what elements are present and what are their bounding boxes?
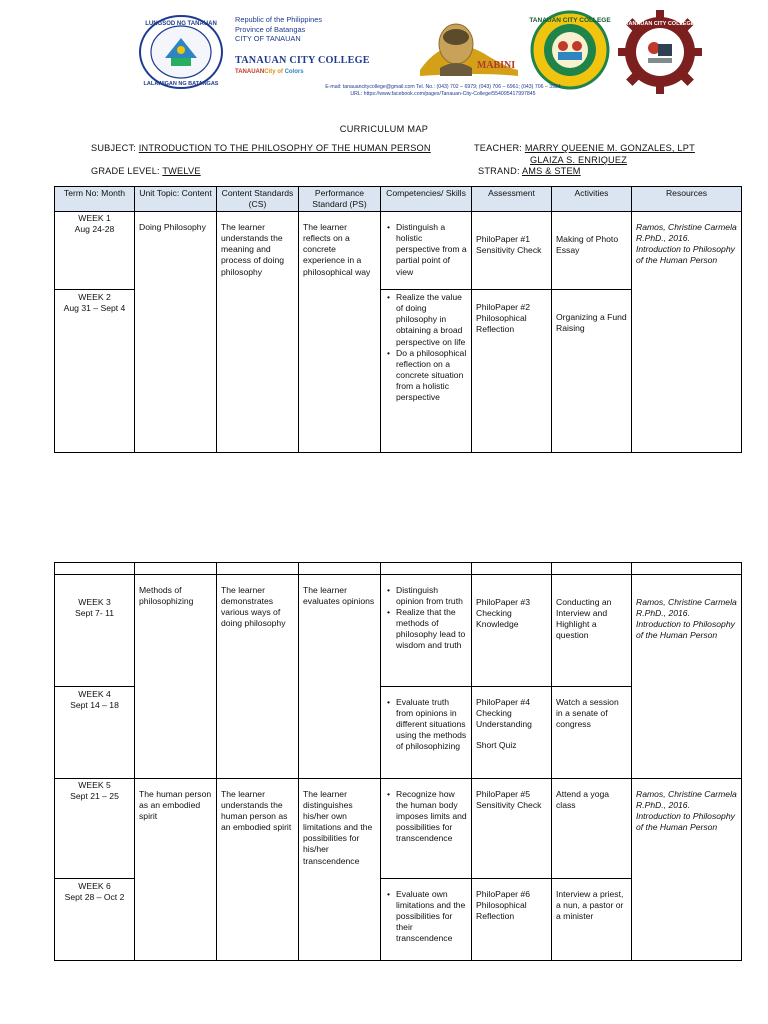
header-assessment: Assessment [472,187,552,212]
competency-item: • Distinguish opinion from truth [396,585,467,607]
tcc-college-logo [526,10,614,90]
competencies-cell [381,575,472,687]
competencies-cell [381,879,472,961]
subject-line [91,143,431,153]
subject-value: INTRODUCTION TO THE PHILOSOPHY OF THE HUMAN PERSON [138,143,431,153]
grade-line [91,166,201,176]
assessment-text: PhiloPaper #4 Checking Understanding [476,697,532,730]
svg-text:LUNGSOD NG TANAUAN: LUNGSOD NG TANAUAN [145,21,217,27]
document-title: CURRICULUM MAP [339,124,429,134]
week-dates: Sept 14 – 18 [70,700,119,711]
mabini-logo-text: MABINI [476,60,516,71]
blank-cell [381,563,472,575]
resources-cell: Ramos, Christine Carmela R.PhD., 2016. Introduction to Philosophy of the Human Person [632,212,742,453]
competency-item: • Evaluate truth from opinions in different situations using the methods of philosophizing [396,697,467,752]
blank-cell [55,563,135,575]
assessment-cell [472,687,552,779]
table-header-row [55,187,742,212]
curriculum-table-1 [54,186,742,453]
assessment-cell: PhiloPaper #2 Philosophical Reflection [472,290,552,453]
college-tagline [235,69,304,75]
grade-value: TWELVE [162,166,201,176]
header-content-standards: Content Standards (CS) [217,187,299,212]
header-activities: Activities [552,187,632,212]
assessment-cell: PhiloPaper #5 Sensitivity Check [472,779,552,879]
header-unit: Unit Topic: Content [135,187,217,212]
curriculum-table-2 [54,562,742,961]
teacher-name-2: GLAIZA S. ENRIQUEZ [530,155,628,165]
week-label: WEEK 3 [78,597,111,607]
term-cell [55,779,135,879]
shs-logo-text: TANAUAN CITY COLLEGE [625,21,695,27]
header-address [235,15,322,44]
assessment-cell: PhiloPaper #6 Philosophical Reflection [472,879,552,961]
performance-standard-cell: The learner reflects on a concrete experience in a philosophical way [299,212,381,453]
competencies-cell [381,212,472,290]
blank-cell [552,563,632,575]
competency-item: • Evaluate own limitations and the possibilities for their transcendence [396,889,467,944]
competency-item: • Recognize how the human body imposes limits and possibilities for transcendence [396,789,467,844]
city-seal-logo [138,14,224,90]
svg-text:LALAWIGAN NG BATANGAS: LALAWIGAN NG BATANGAS [143,81,219,87]
header-competencies: Competencies/ Skills [381,187,472,212]
header-performance-standard: Performance Standard (PS) [299,187,381,212]
performance-standard-cell: The learner evaluates opinions [299,575,381,779]
unit-topic-cell: Doing Philosophy [135,212,217,453]
blank-cell [632,563,742,575]
teacher-line [474,143,695,153]
republic-text: Republic of the Philippines [235,15,323,24]
content-standard-cell: The learner understands the meaning and process of doing philosophy [217,212,299,453]
term-cell [55,290,135,453]
activities-cell: Interview a priest, a nun, a pastor or a minister [552,879,632,961]
grade-label: GRADE LEVEL: [91,166,160,176]
term-cell [55,687,135,779]
week-label: WEEK 4 [78,689,111,699]
tagline-part-2: City of [264,69,285,75]
week-label: WEEK 5 [78,780,111,790]
tagline-part-1: TANAUAN [235,69,265,75]
header-resources: Resources [632,187,742,212]
teacher-line-2 [530,155,627,165]
competencies-cell [381,290,472,453]
week-label: WEEK 1 [78,213,111,224]
contact-url: URL: https://www.facebook.com/pages/Tanauan-City-College/554095417997845 [350,91,536,98]
shs-gear-logo [618,10,702,94]
week-label: WEEK 6 [78,881,111,891]
tagline-part-3: Colors [284,69,304,75]
city-text: CITY OF TANAUAN [235,34,301,43]
blank-cell [217,563,299,575]
unit-topic-cell: Methods of philosophizing [135,575,217,779]
competency-item: • Do a philosophical reflection on a concrete situation from a holistic perspective [396,348,467,403]
college-name: TANAUAN CITY COLLEGE [235,55,370,66]
mabini-portrait-logo [418,10,520,90]
resources-cell: Ramos, Christine Carmela R.PhD., 2016. Introduction to Philosophy of the Human Person [632,575,742,779]
teacher-name-1: MARRY QUEENIE M. GONZALES, LPT [524,143,695,153]
strand-value: AMS & STEM [521,166,581,176]
activities-cell: Conducting an Interview and Highlight a question [552,575,632,687]
competency-item: • Realize the value of doing philosophy in obtaining a broad perspective on life [396,292,467,347]
province-text: Province of Batangas [235,24,306,34]
week-dates: Aug 24-28 [74,224,115,235]
subject-label: SUBJECT: [91,143,136,153]
week-label: WEEK 2 [78,292,111,303]
header-term: Term No: Month [55,187,135,212]
competency-item: • Realize that the methods of philosophy lead to wisdom and truth [396,607,467,651]
assessment-text-2: Short Quiz [476,740,517,751]
table-blank-header-row [55,563,742,575]
resources-cell: Ramos, Christine Carmela R.PhD., 2016. Introduction to Philosophy of the Human Person [632,779,742,961]
activities-cell: Attend a yoga class [552,779,632,879]
week-dates: Sept 7- 11 [74,608,114,619]
teacher-label: TEACHER: [474,143,523,153]
performance-standard-cell: The learner distinguishes his/her own limitations and the possibilities for his/her transcendence [299,779,381,961]
tcc-logo-text: TANAUAN CITY COLLEGE [529,17,611,24]
activities-cell: Organizing a Fund Raising [552,290,632,453]
table-row [55,575,742,687]
competencies-cell [381,779,472,879]
blank-cell [299,563,381,575]
activities-cell: Making of Photo Essay [552,212,632,290]
term-cell [55,879,135,961]
strand-line [478,166,581,176]
strand-label: STRAND: [478,166,520,176]
table-row [55,779,742,879]
contact-info [278,84,608,99]
table-row [55,212,742,290]
blank-cell [472,563,552,575]
week-dates: Sept 21 – 25 [70,791,119,802]
blank-cell [135,563,217,575]
assessment-cell: PhiloPaper #3 Checking Knowledge [472,575,552,687]
assessment-cell: PhiloPaper #1 Sensitivity Check [472,212,552,290]
content-standard-cell: The learner understands the human person as an embodied spirit [217,779,299,961]
activities-cell: Watch a session in a senate of congress [552,687,632,779]
competencies-cell [381,687,472,779]
term-cell [55,575,135,687]
week-dates: Sept 28 – Oct 2 [64,892,125,903]
unit-topic-cell: The human person as an embodied spirit [135,779,217,961]
contact-email-phone: E-mail: tanauancitycollege@gmail.com Tel. No.: (043) 702 – 6979; (043) 706 – 6961; (043) 706 – 3934 [325,84,561,90]
content-standard-cell: The learner demonstrates various ways of doing philosophy [217,575,299,779]
competency-item: • Distinguish a holistic perspective from a partial point of view [396,222,467,277]
week-dates: Aug 31 – Sept 4 [63,303,126,314]
term-cell [55,212,135,290]
